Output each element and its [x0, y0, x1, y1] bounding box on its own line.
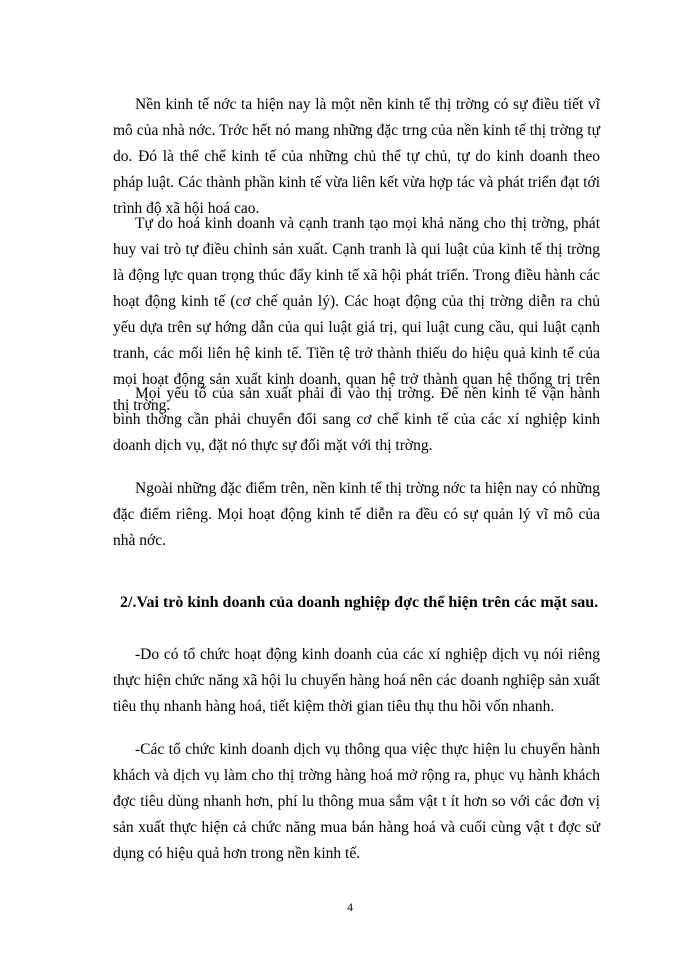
paragraph-role-item-1: -Do có tổ chức hoạt động kinh doanh của các xí nghiệp dịch vụ nói riêng thực hiện chức năng xã hội lu chuyển hàng hoá nên các doanh nghiệp sản xuất tiêu thụ nhanh hàng hoá, tiết kiệm thời gian tiêu thụ thu hồi vốn nhanh. [113, 646, 600, 715]
paragraph-special-features: Ngoài những đặc điểm trên, nền kinh tế thị trờng nớc ta hiện nay có những đặc điểm riêng. Mọi hoạt động kinh tế diễn ra đều có sự quản lý vĩ mô của nhà nớc. [113, 480, 600, 549]
paragraph-competition: Tự do hoá kinh doanh và cạnh tranh tạo mọi khả năng cho thị trờng, phát huy vai trò tự điều chỉnh sản xuất. Cạnh tranh là qui luật của kinh tế thị trờng là động lực quan trọng thúc đẩy kinh tế xã hội phát triển. Trong điều hành các hoạt động kinh tế (cơ chế quản lý). Các hoạt động của thị trờng diễn ra chủ yếu dựa trên sự hớng dẫn của qui luật giá trị, qui luật cung cầu, qui luật cạnh tranh, các mối liên hệ kinh tế. Tiền tệ trở thành thiếu do hiệu quả kinh tế của mọi hoạt động sản xuất kinh doanh, quan hệ trở thành quan hệ thống trị trên thị trờng. [113, 215, 600, 414]
page-number: 4 [347, 900, 353, 914]
section-heading: 2/.Vai trò kinh doanh của doanh nghiệp đợc thể hiện trên các mặt sau. [120, 594, 599, 611]
paragraph-market-economy: Nền kinh tế nớc ta hiện nay là một nền kinh tế thị trờng có sự điều tiết vĩ mô của nhà nớc. Trớc hết nó mang những đặc trng của nền kinh tế thị trờng tự do. Đó là thể chế kinh tế của những chủ thể tự chủ, tự do kinh doanh theo pháp luật. Các thành phần kinh tế vừa liên kết vừa hợp tác và phát triển đạt tới trình độ xã hội hoá cao. [113, 96, 600, 217]
paragraph-role-item-2: -Các tổ chức kinh doanh dịch vụ thông qua việc thực hiện lu chuyển hành khách và dịch vụ làm cho thị trờng hàng hoá mở rộng ra, phục vụ hành khách đợc tiêu dùng nhanh hơn, phí lu thông mua sắm vật t ít hơn so với các đơn vị sản xuất thực hiện cả chức năng mua bán hàng hoá và cuối cùng vật t đợc sử dụng có hiệu quả hơn trong nền kinh tế. [113, 741, 600, 862]
paragraph-production-factors: Mọi yếu tố của sản xuất phải đi vào thị trờng. Để nền kinh tế vận hành bình thờng cần phải chuyển đổi sang cơ chế kinh tế của các xí nghiệp kinh doanh dịch vụ, đặt nó thực sự đối mặt với thị trờng. [113, 385, 600, 454]
